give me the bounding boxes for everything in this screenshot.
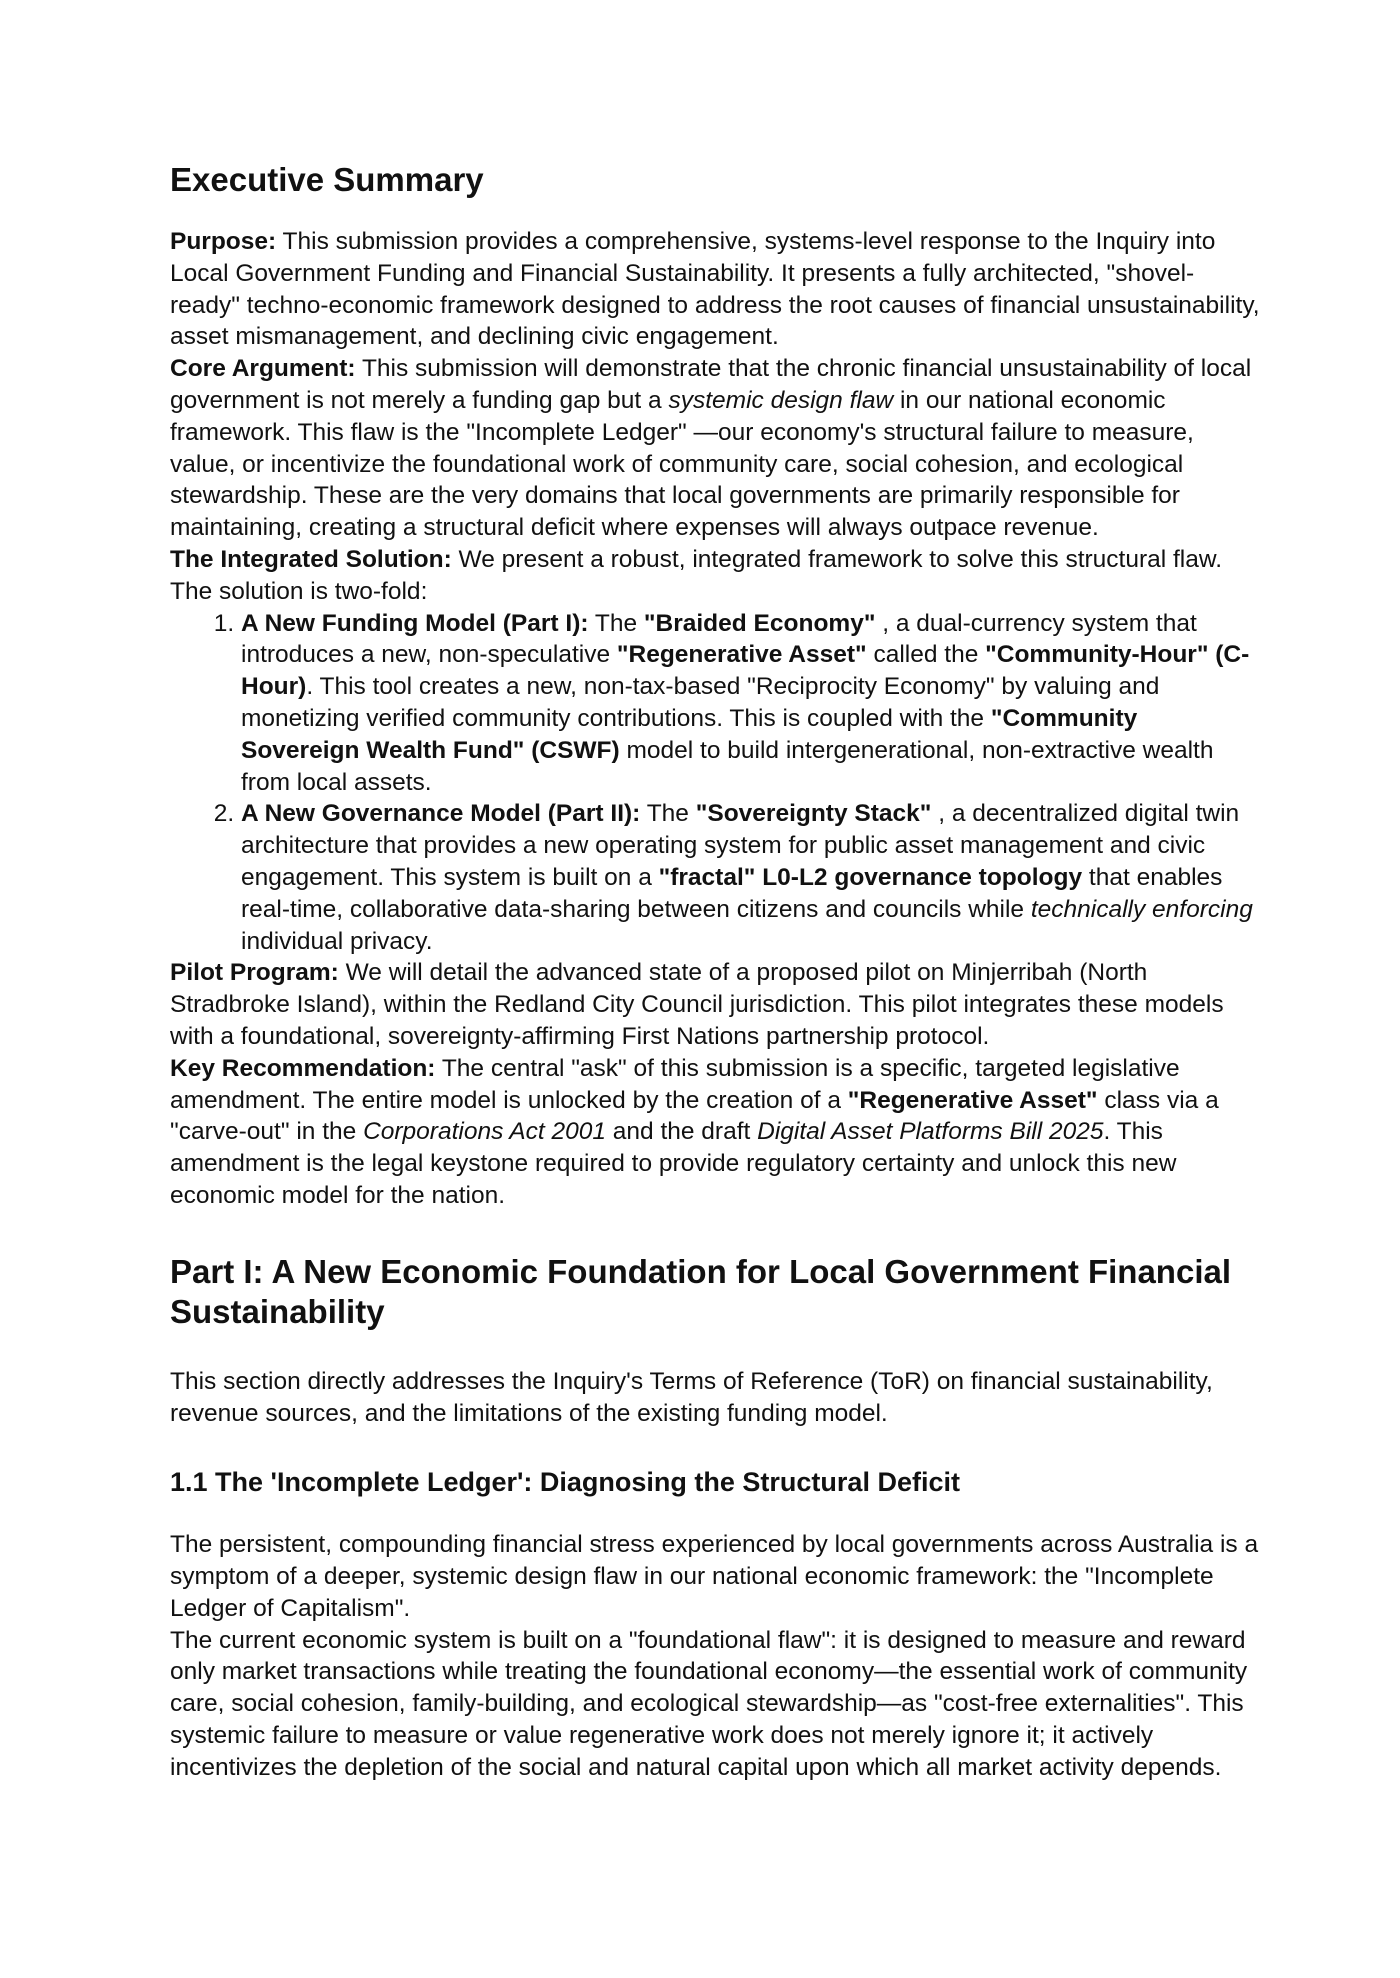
list-item-text: The bbox=[588, 609, 644, 637]
list-item bbox=[241, 798, 1260, 957]
part-one-heading: Part I: A New Economic Foundation for Local Government Financial Sustainability bbox=[170, 1252, 1232, 1330]
list-item bbox=[241, 608, 1260, 799]
integrated-solution-text: We present a robust, integrated framework to solve this structural flaw. The solution is two-fold: bbox=[170, 545, 1223, 605]
list-item-emphasis: technically enforcing bbox=[1030, 895, 1253, 923]
purpose-label: Purpose: bbox=[170, 228, 277, 255]
list-item-text: , a decentralized digital twin architecture that provides a new operating system for public asset management and civic engagement. This system is built on a bbox=[241, 800, 1240, 891]
integrated-solution-paragraph bbox=[170, 544, 1260, 608]
key-recommendation-emphasis: Corporations Act 2001 bbox=[363, 1118, 606, 1146]
purpose-text: This submission provides a comprehensive, systems-level response to the Inquiry into Local Government Funding and Financial Sustainability. It presents a fully architected, "shovel-ready" techno-economic framework designed to address the root causes of financial unsustainability, asset mismanagement, and declining civic engagement. bbox=[170, 228, 1260, 351]
list-item-label: A New Funding Model (Part I): bbox=[241, 609, 589, 637]
section-1-1-paragraph: The current economic system is built on a "foundational flaw": it is designed to measure and reward only market transactions while treating the foundational economy—the essential work of community care, social cohesion, family-building, and ecological stewardship—as "cost-free externalities". This systemic failure to measure or value regenerative work does not merely ignore it; it actively incentivizes the depletion of the social and natural capital upon which all market activity depends. bbox=[170, 1626, 1248, 1781]
key-recommendation-text: and the draft bbox=[605, 1118, 758, 1146]
section-1-1-heading: 1.1 The 'Incomplete Ledger': Diagnosing the Structural Deficit bbox=[170, 1467, 960, 1498]
core-argument-paragraph bbox=[170, 353, 1260, 544]
list-item-label: A New Governance Model (Part II): bbox=[241, 800, 641, 828]
document-page bbox=[170, 160, 1260, 1784]
key-recommendation-emphasis: Digital Asset Platforms Bill 2025 bbox=[757, 1118, 1104, 1146]
pilot-program-text: We will detail the advanced state of a proposed pilot on Minjerribah (North Stradbroke Island), within the Redland City Council jurisdiction. This pilot integrates these models with a foundational, sovereignty-affirming First Nations partnership protocol. bbox=[170, 959, 1224, 1050]
section-1-1-paragraph: The persistent, compounding financial stress experienced by local governments across Australia is a symptom of a deeper, systemic design flaw in our national economic framework: the "Incomplete Ledger of Capitalism". bbox=[170, 1531, 1259, 1622]
list-item-bold: "Regenerative Asset" bbox=[616, 641, 867, 669]
list-item-bold: "Sovereignty Stack" bbox=[695, 800, 932, 828]
key-recommendation-label: Key Recommendation: bbox=[170, 1054, 436, 1082]
list-item-text: , a dual-currency system that introduces a new, non-speculative bbox=[241, 609, 1197, 669]
core-argument-label: Core Argument: bbox=[170, 355, 356, 383]
purpose-paragraph bbox=[170, 226, 1260, 353]
key-recommendation-text: . This amendment is the legal keystone required to provide regulatory certainty and unlock this new economic model for the nation. bbox=[170, 1118, 1177, 1209]
core-argument-emphasis: systemic design flaw bbox=[668, 386, 894, 414]
list-item-text: individual privacy. bbox=[241, 927, 433, 955]
list-item-text: called the bbox=[866, 641, 986, 669]
list-item-text: The bbox=[640, 800, 696, 828]
key-recommendation-text: The central "ask" of this submission is a specific, targeted legislative amendment. The entire model is unlocked by the creation of a bbox=[170, 1054, 1180, 1114]
list-item-bold: "fractal" L0-L2 governance topology bbox=[658, 863, 1083, 891]
core-argument-text: in our national economic framework. This flaw is the "Incomplete Ledger" —our economy's structural failure to measure, value, or incentivize the foundational work of community care, social cohesion, and ecological stewardship. These are the very domains that local governments are primarily responsible for maintaining, creating a structural deficit where expenses will always outpace revenue. bbox=[170, 386, 1194, 542]
list-item-bold: "Braided Economy" bbox=[643, 609, 876, 637]
list-item-bold: "Community-Hour" (C-Hour) bbox=[241, 641, 1250, 701]
integrated-solution-label: The Integrated Solution: bbox=[170, 545, 452, 573]
list-item-text: . This tool creates a new, non-tax-based "Reciprocity Economy" by valuing and monetizing verified community contributions. This is coupled with the bbox=[241, 673, 1160, 732]
key-recommendation-paragraph bbox=[170, 1053, 1260, 1212]
key-recommendation-text: class via a "carve-out" in the bbox=[170, 1086, 1219, 1146]
pilot-program-paragraph bbox=[170, 957, 1260, 1052]
pilot-program-label: Pilot Program: bbox=[170, 959, 339, 987]
list-item-bold: "Community Sovereign Wealth Fund" (CSWF) bbox=[241, 704, 1138, 764]
part-one-intro: This section directly addresses the Inquiry's Terms of Reference (ToR) on financial sustainability, revenue sources, and the limitations of the existing funding model. bbox=[170, 1367, 1213, 1427]
key-recommendation-bold: "Regenerative Asset" bbox=[847, 1086, 1098, 1114]
executive-summary-heading: Executive Summary bbox=[170, 161, 484, 198]
list-item-text: model to build intergenerational, non-extractive wealth from local assets. bbox=[241, 736, 1214, 796]
core-argument-text: This submission will demonstrate that the chronic financial unsustainability of local government is not merely a funding gap but a bbox=[170, 355, 1252, 414]
solution-list bbox=[170, 608, 1260, 958]
list-item-text: that enables real-time, collaborative data-sharing between citizens and councils while bbox=[241, 863, 1223, 923]
